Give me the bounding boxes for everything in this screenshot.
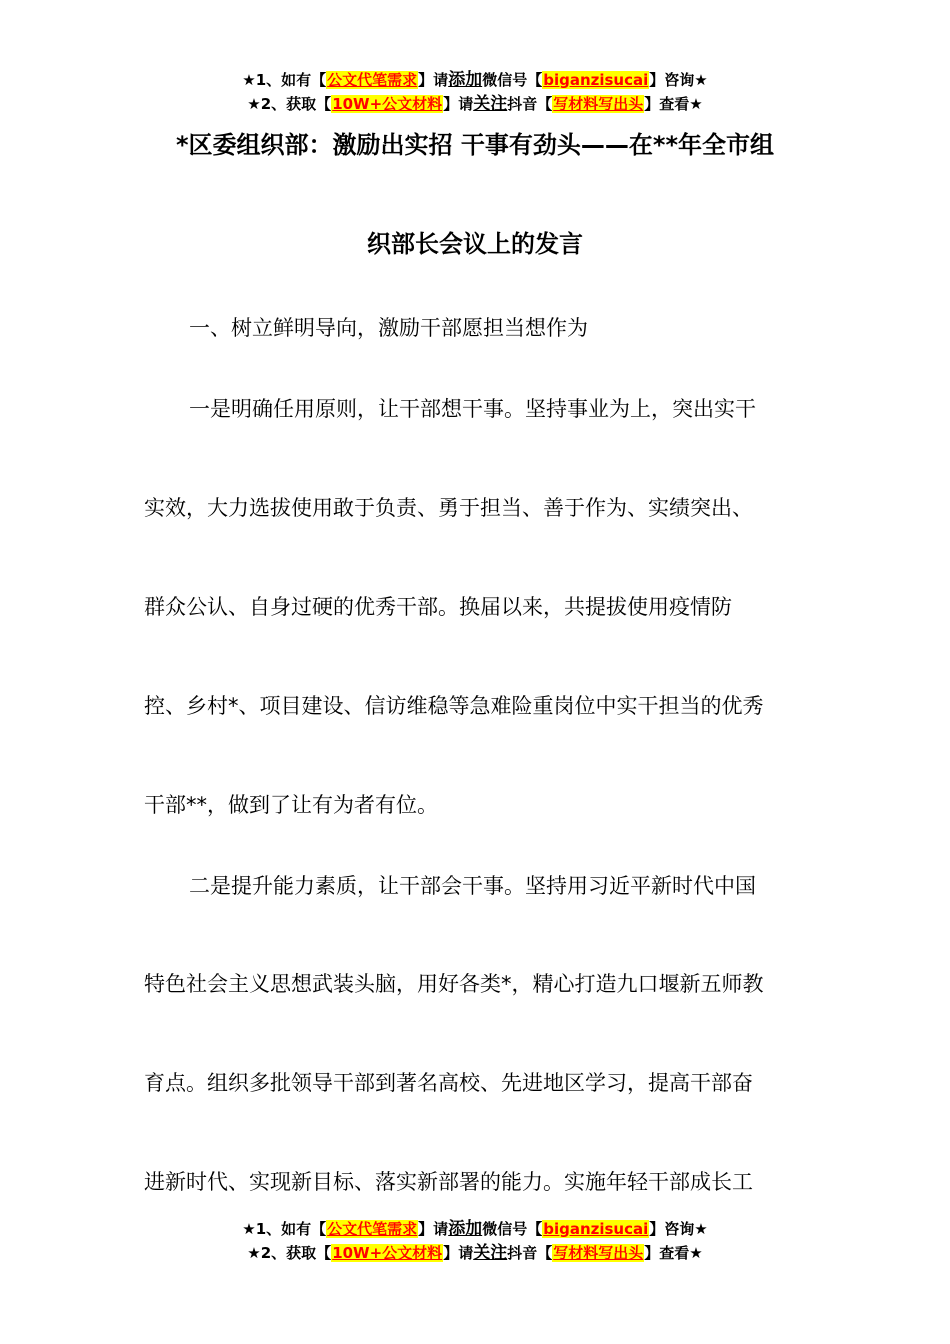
paragraph-line: 一是明确任用原则，让干部想干事。坚持事业为上，突出实干: [189, 397, 756, 421]
paragraph-line: 实效，大力选拔使用敢于负责、勇于担当、善于作为、实绩突出、: [144, 496, 753, 520]
paragraph-line: 特色社会主义思想武装头脑，用好各类*，精心打造九口堰新五师教: [144, 972, 764, 996]
banner-emphasis: 添加: [448, 1219, 483, 1239]
banner-text: 微信号【: [482, 1220, 543, 1238]
banner-text: 抖音【: [507, 1244, 553, 1262]
banner-text: 】咨询★: [649, 71, 708, 89]
banner-highlight: 写材料写出头: [553, 1244, 644, 1262]
banner-line-2: [0, 1241, 950, 1265]
banner-text: 】查看★: [644, 95, 703, 113]
banner-text: 】请: [443, 95, 474, 113]
banner-highlight: 公文代笔需求: [327, 71, 418, 89]
banner-highlight: 10W+公文材料: [332, 95, 443, 113]
banner-text: 】咨询★: [649, 1220, 708, 1238]
paragraph-line: 控、乡村*、项目建设、信访维稳等急难险重岗位中实干担当的优秀: [144, 694, 764, 718]
banner-text: ★2、获取【: [247, 95, 332, 113]
banner-text: 】请: [418, 1220, 449, 1238]
paragraph-line: 干部**，做到了让有为者有位。: [144, 793, 438, 817]
banner-highlight: 写材料写出头: [553, 95, 644, 113]
banner-text: 抖音【: [507, 95, 553, 113]
banner-highlight: 公文代笔需求: [327, 1220, 418, 1238]
banner-line-1: [0, 1217, 950, 1241]
banner-line-2: [0, 92, 950, 116]
banner-emphasis: 关注: [473, 1243, 508, 1263]
paragraph-line: 二是提升能力素质，让干部会干事。坚持用习近平新时代中国: [189, 874, 756, 898]
document-title-line-2: 织部长会议上的发言: [367, 230, 583, 258]
header-banner: [0, 68, 950, 116]
banner-text: 微信号【: [482, 71, 543, 89]
footer-banner: [0, 1217, 950, 1265]
paragraph-line: 群众公认、自身过硬的优秀干部。换届以来，共提拔使用疫情防: [144, 595, 732, 619]
banner-text: ★1、如有【: [242, 1220, 327, 1238]
banner-highlight: biganzisucai: [543, 71, 649, 89]
banner-text: 】查看★: [644, 1244, 703, 1262]
banner-text: ★2、获取【: [247, 1244, 332, 1262]
banner-text: 】请: [443, 1244, 474, 1262]
document-title-line-1: *区委组织部：激励出实招 干事有劲头——在**年全市组: [175, 131, 774, 159]
banner-emphasis: 关注: [473, 94, 508, 114]
banner-emphasis: 添加: [448, 70, 483, 90]
banner-highlight: biganzisucai: [543, 1220, 649, 1238]
paragraph-line: 育点。组织多批领导干部到著名高校、先进地区学习，提高干部奋: [144, 1071, 753, 1095]
banner-highlight: 10W+公文材料: [332, 1244, 443, 1262]
banner-text: 】请: [418, 71, 449, 89]
banner-line-1: [0, 68, 950, 92]
banner-text: ★1、如有【: [242, 71, 327, 89]
section-heading: 一、树立鲜明导向，激励干部愿担当想作为: [189, 316, 588, 340]
paragraph-line: 进新时代、实现新目标、落实新部署的能力。实施年轻干部成长工: [144, 1170, 753, 1194]
